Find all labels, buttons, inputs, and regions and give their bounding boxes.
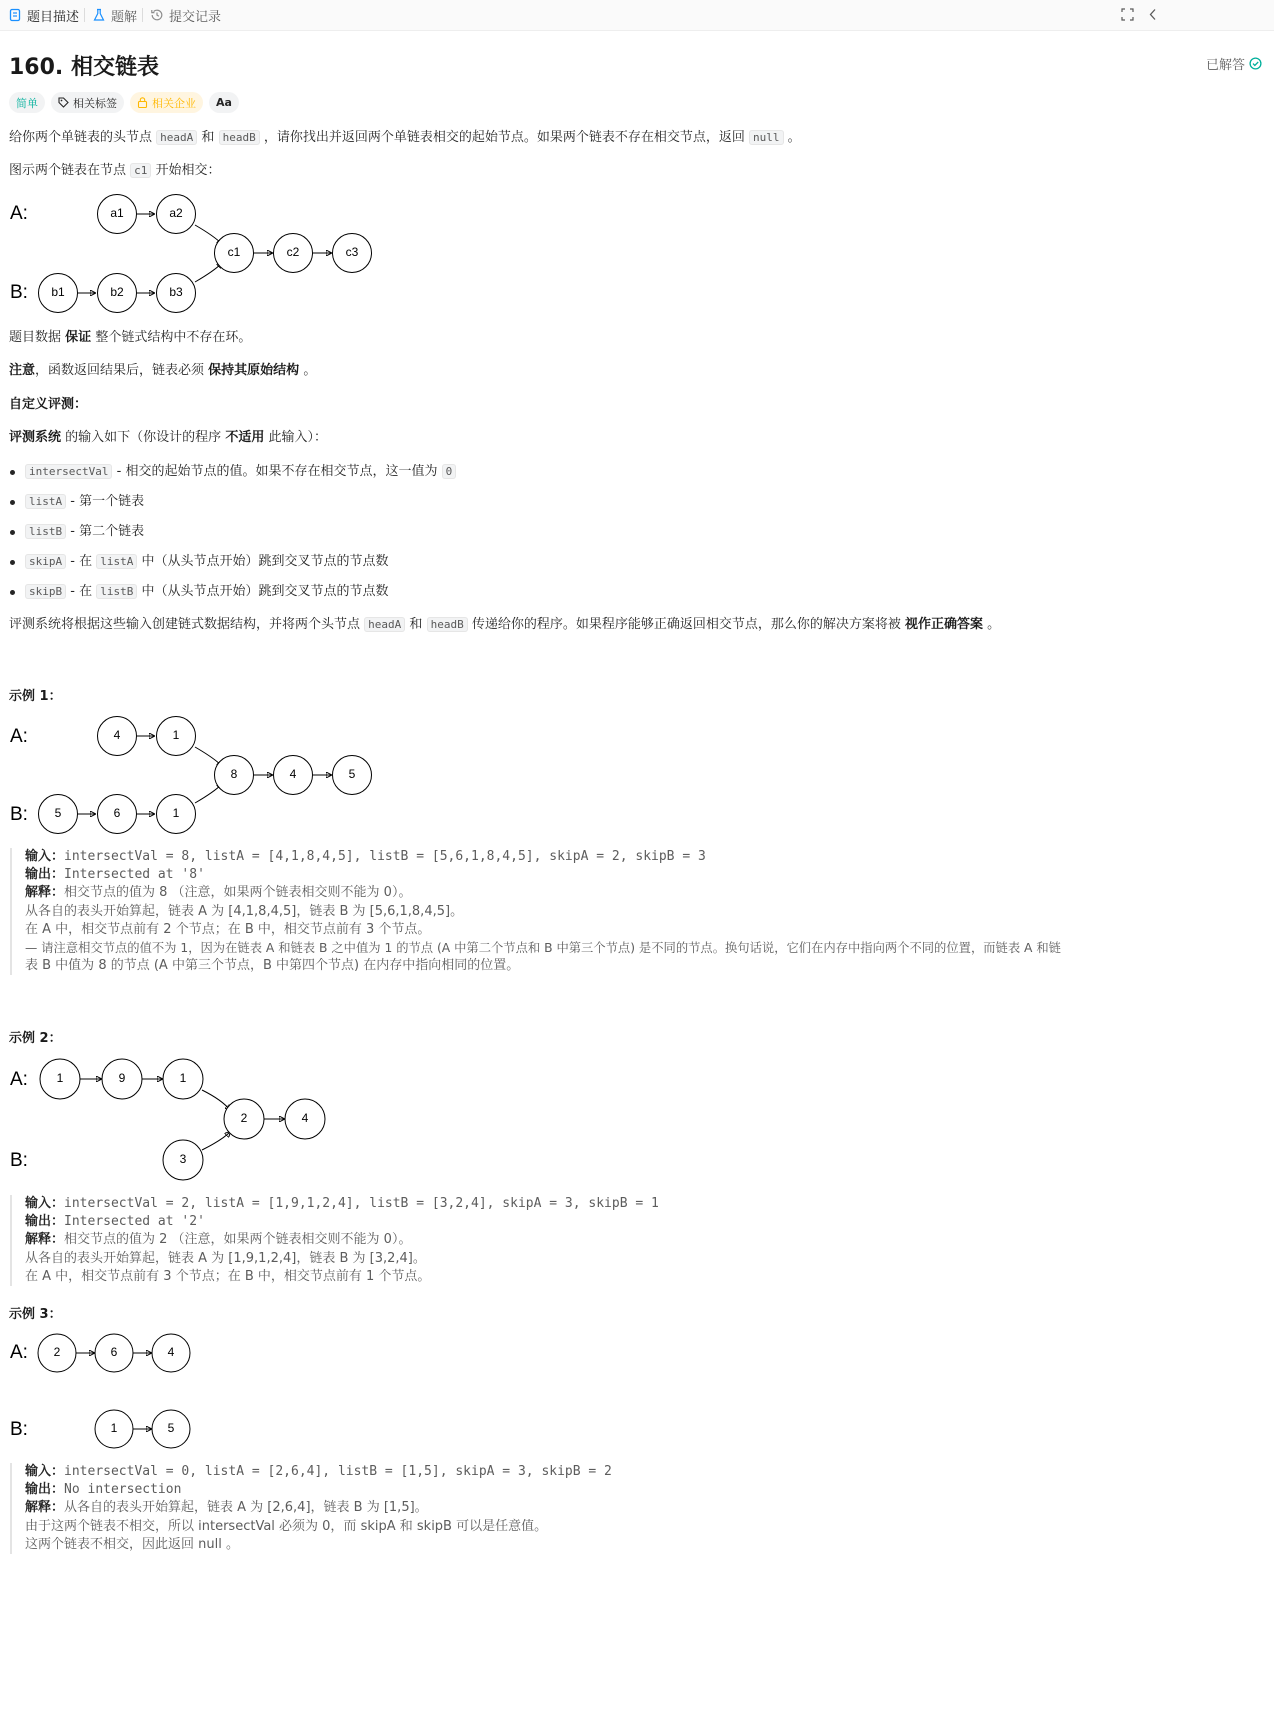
text: 整个链式结构中不存在环。 [95,330,252,345]
node-label: 5 [348,767,356,782]
node [157,717,196,756]
list-a-label: A: [10,203,28,224]
inline-code: headA [364,617,405,632]
node-label: b1 [51,285,65,300]
node-label: 9 [118,1071,126,1086]
custom-judge-heading [9,396,87,414]
explanation-line: 表 B 中值为 8 的节点 (A 中第三个节点，B 中第四个节点) 在内存中指向相同的位置。 [25,958,520,974]
explanation-line: 从各自的表头开始算起，链表 A 为 [4,1,8,4,5]，链表 B 为 [5,6,1,8,4,5]。 [25,903,464,919]
node [98,795,137,834]
inline-code: headA [156,130,197,145]
tag-row [9,92,239,113]
solved-status [1206,54,1262,73]
history-icon [150,8,164,22]
explanation-line: 在 A 中，相交节点前有 2 个节点；在 B 中，相交节点前有 3 个节点。 [25,921,431,937]
text: - 在 [70,554,93,569]
node-label: 3 [179,1152,187,1167]
node [95,1334,133,1372]
problem-title: 160. 相交链表 [9,55,159,80]
inline-code: skipB [25,584,66,599]
inline-code: c1 [130,163,151,178]
bold-text: 评测系统 [9,430,62,445]
node-label: b2 [110,285,124,300]
example-input [25,848,1061,866]
node-label: 5 [54,806,62,821]
node [98,195,137,234]
guarantee-text [9,329,251,347]
list-a-label: A: [10,1069,28,1090]
check-circle-icon [1249,57,1262,70]
tab-submissions[interactable] [150,6,221,24]
solved-status-label: 已解答 [1206,58,1246,73]
node [98,717,137,756]
difficulty-badge[interactable]: 简单 [9,92,45,113]
text: 和 [409,617,423,632]
node [215,756,254,795]
tag-icon [58,97,69,108]
node-label: b3 [169,285,183,300]
label: 输入： [25,849,65,864]
node-label: 1 [110,1421,118,1436]
value: Intersected at '2' [64,1214,205,1230]
text: 。 [303,363,317,378]
inline-code: null [749,130,784,145]
label: 输入： [25,1464,65,1479]
node [333,234,372,273]
bold-text: 保持其原始结构 [208,363,300,378]
node-label: c1 [227,245,241,260]
bold-text: 保证 [65,330,92,345]
node [39,795,78,834]
note-text [9,362,316,380]
example-input [25,1463,612,1481]
node [40,1059,80,1099]
arrow [195,263,222,282]
text: 评测系统将根据这些输入创建链式数据结构，并将两个头节点 [9,617,361,632]
value: 相交节点的值为 2 （注意，如果两个链表相交则不能为 0）。 [64,1232,412,1248]
tab-bar [0,0,1274,31]
text: 题目数据 [9,330,62,345]
tab-description-label: 题目描述 [27,9,80,25]
explanation-line: 从各自的表头开始算起，链表 A 为 [1,9,1,2,4]，链表 B 为 [3,2,4]。 [25,1250,426,1266]
lock-icon [137,97,148,108]
input-spec-list [9,461,456,611]
label: 解释： [25,1232,65,1248]
node [333,756,372,795]
node-label: 4 [301,1111,309,1126]
node-label: 1 [172,806,180,821]
node [215,234,254,273]
tab-solutions-label: 题解 [111,9,138,25]
node [102,1059,142,1099]
node-label: 1 [56,1071,64,1086]
diagram-intersection [0,188,400,318]
node [163,1140,203,1180]
example-input [25,1195,659,1213]
explanation-line: 这两个链表不相交，因此返回 null 。 [25,1536,239,1552]
node-label: 1 [172,728,180,743]
fullscreen-icon[interactable] [1121,8,1134,21]
arrow [202,1090,230,1110]
example-2-title: 示例 2： [9,1031,62,1046]
text: 图示两个链表在节点 [9,163,127,178]
text: 此输入）： [268,430,327,445]
node [163,1059,203,1099]
list-item [9,521,456,551]
inline-code: 0 [442,464,457,479]
inline-code: skipA [25,554,66,569]
example-output [25,1213,659,1231]
text: 开始相交： [155,163,221,178]
node-label: 1 [179,1071,187,1086]
value: No intersection [64,1482,182,1498]
node-label: 6 [113,806,121,821]
text: ，函数返回结果后，链表必须 [35,363,205,378]
text: 和 [201,130,215,145]
flask-icon [92,8,106,22]
node-label: 5 [167,1421,175,1436]
related-companies-label: 相关企业 [152,96,196,110]
value: 从各自的表头开始算起，链表 A 为 [2,6,4]，链表 B 为 [1,5]。 [64,1500,428,1516]
font-size-button[interactable] [209,92,239,113]
list-item [9,581,456,611]
node-label: a2 [169,206,183,221]
inline-code: headB [427,617,468,632]
example-output [25,1481,612,1499]
list-b-label: B: [10,1150,28,1171]
node [95,1410,133,1448]
diagram-example-2 [0,1052,400,1182]
value: intersectVal = 8, listA = [4,1,8,4,5], listB = [5,6,1,8,4,5], skipA = 2, skipB = 3 [64,849,706,864]
example-3-title: 示例 3： [9,1307,62,1322]
node-label: a1 [110,206,124,221]
arrow [202,1132,230,1150]
list-b-label: B: [10,282,28,303]
text: - 第二个链表 [70,524,145,539]
explanation-line: — 请注意相交节点的值不为 1，因为在链表 A 和链表 B 之中值为 1 的节点 (A 中第二个节点和 B 中第三个节点) 是不同的节点。换句话说，它们在内存中指向两个不同的位置，而链表 A 和链 [25,941,1061,956]
text: 中（从头节点开始）跳到交叉节点的节点数 [141,584,389,599]
value: Intersected at '8' [64,867,205,883]
text: ，请你找出并返回两个单链表相交的起始节点。如果两个链表不存在相交节点，返回 [263,130,745,145]
value: intersectVal = 2, listA = [1,9,1,2,4], listB = [3,2,4], skipA = 3, skipB = 1 [64,1196,659,1211]
tab-submissions-label: 提交记录 [169,9,222,25]
font-icon: Aa [216,96,232,109]
bold-text: 自定义评测： [9,397,88,412]
label: 解释： [25,1500,65,1516]
example-1-title: 示例 1： [9,689,62,704]
label: 输入： [25,1196,65,1211]
node [98,274,137,313]
inline-code: listB [96,584,137,599]
example-explanation [25,1231,659,1249]
node-label: 6 [110,1345,118,1360]
judge-intro [9,429,327,447]
node [157,274,196,313]
list-item [9,461,456,491]
list-a-label: A: [10,726,28,747]
text: 给你两个单链表的头节点 [9,130,153,145]
node-label: 2 [240,1111,248,1126]
node-label: 4 [289,767,297,782]
inline-code: headB [219,130,260,145]
explanation-line: 在 A 中，相交节点前有 3 个节点；在 B 中，相交节点前有 1 个节点。 [25,1268,431,1284]
text: 。 [987,617,1001,632]
tab-divider [84,8,85,22]
inline-code: listA [96,554,137,569]
related-companies-button[interactable] [130,92,203,113]
example-1-block [10,848,1061,975]
judge-final-text [9,616,1000,634]
example-2-block [10,1195,659,1286]
tab-description[interactable] [8,6,79,24]
example-3-block [10,1463,612,1554]
node [38,1334,76,1372]
explanation-line: 由于这两个链表不相交，所以 intersectVal 必须为 0，而 skipA 和 skipB 可以是任意值。 [25,1518,548,1534]
label: 解释： [25,885,65,901]
node [274,756,313,795]
bold-text: 视作正确答案 [905,617,984,632]
label: 输出： [25,867,65,883]
diagram-example-1 [0,710,400,840]
label: 输出： [25,1214,65,1230]
inline-code: listB [25,524,66,539]
chevron-left-icon[interactable] [1148,8,1158,21]
document-icon [8,8,22,22]
diagram-example-3 [0,1328,400,1453]
tab-divider [142,8,143,22]
related-tags-button[interactable] [51,92,124,113]
list-b-label: B: [10,1419,28,1440]
node [274,234,313,273]
text: - 相交的起始节点的值。如果不存在相交节点，这一值为 [116,464,438,479]
bold-text: 注意 [9,363,36,378]
tab-solutions[interactable] [92,6,137,24]
example-explanation [25,1499,612,1517]
list-item [9,551,456,581]
node [39,274,78,313]
inline-code: intersectVal [25,464,112,479]
related-tags-label: 相关标签 [73,96,117,110]
example-explanation [25,884,1061,902]
node [224,1099,264,1139]
text: 传递给你的程序。如果程序能够正确返回相交节点，那么你的解决方案将被 [471,617,901,632]
value: 相交节点的值为 8 （注意，如果两个链表相交则不能为 0）。 [64,885,412,901]
node [152,1334,190,1372]
text: 中（从头节点开始）跳到交叉节点的节点数 [141,554,389,569]
problem-intro [9,129,801,147]
text: 。 [787,130,801,145]
node [152,1410,190,1448]
list-item [9,491,456,521]
node-label: 4 [113,728,121,743]
text: 的输入如下（你设计的程序 [65,430,222,445]
node-label: c2 [286,245,300,260]
list-b-label: B: [10,804,28,825]
node-label: 4 [167,1345,175,1360]
value: intersectVal = 0, listA = [2,6,4], listB = [1,5], skipA = 3, skipB = 2 [64,1464,612,1479]
node [285,1099,325,1139]
text: - 第一个链表 [70,494,145,509]
bold-text: 不适用 [225,430,265,445]
text: - 在 [70,584,93,599]
example-output [25,866,1061,884]
node [157,195,196,234]
list-a-label: A: [10,1342,28,1363]
inline-code: listA [25,494,66,509]
node-label: 8 [230,767,238,782]
figure-caption [9,162,221,180]
label: 输出： [25,1482,65,1498]
node-label: c3 [345,245,359,260]
node [157,795,196,834]
node-label: 2 [53,1345,61,1360]
